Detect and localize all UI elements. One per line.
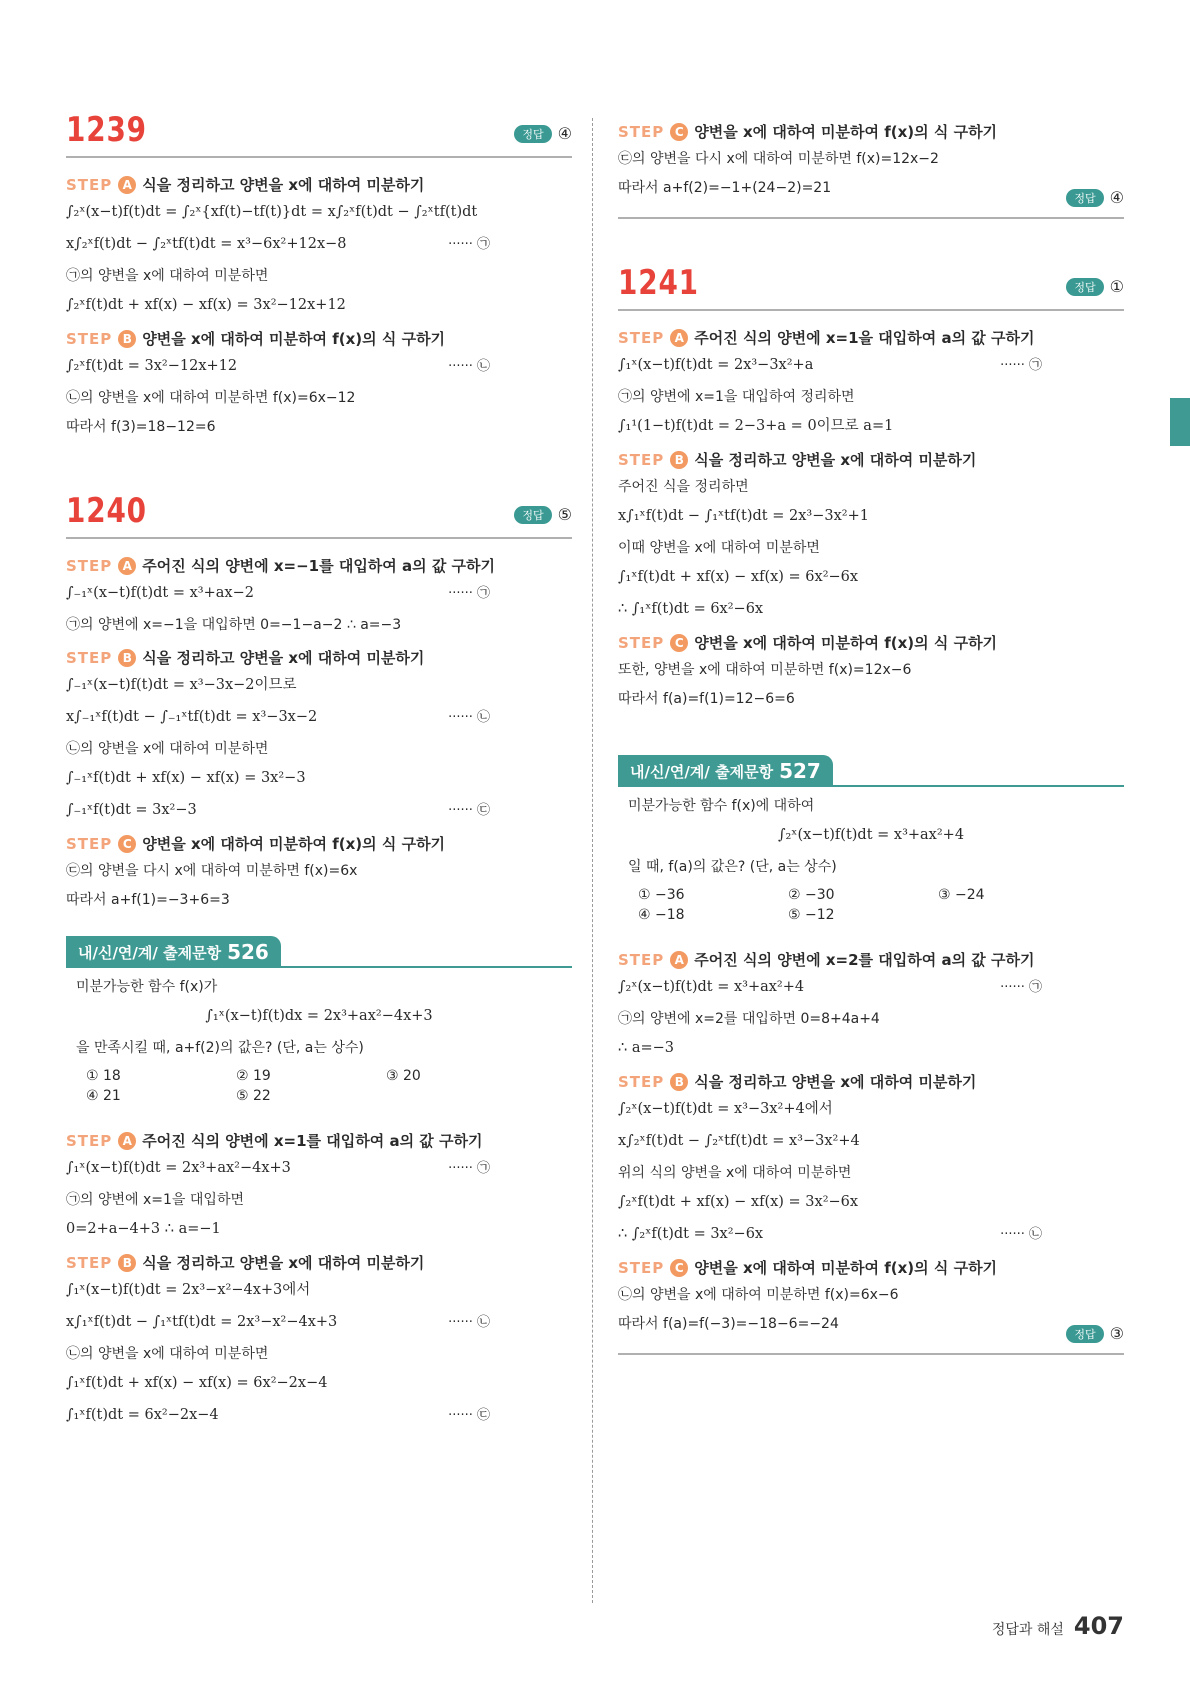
exam-rule xyxy=(833,755,1124,787)
step-a-heading xyxy=(618,327,1124,348)
problem-number: 1240 xyxy=(66,491,147,531)
equation-marker: ······ ㉠ xyxy=(1000,980,1042,995)
step-title: 양변을 x에 대하여 미분하여 f(x)의 식 구하기 xyxy=(694,1259,998,1277)
question-text: 미분가능한 함수 f(x)에 대하여 xyxy=(628,798,815,814)
choice-item: ⑤ −12 xyxy=(788,907,835,923)
step-title: 식을 정리하고 양변을 x에 대하여 미분하기 xyxy=(694,451,977,469)
equation-marker: ······ ㉡ xyxy=(1000,1227,1042,1242)
equation-line: ∫₂ˣ(x−t)f(t)dt = x³−3x²+4에서 xyxy=(618,1101,833,1117)
equation-line: ∫₂ˣf(t)dt + xf(x) − xf(x) = 3x²−6x xyxy=(618,1194,859,1210)
step-title: 주어진 식의 양변에 x=−1를 대입하여 a의 값 구하기 xyxy=(142,557,496,575)
step-c-heading xyxy=(618,1257,1124,1278)
choice-list xyxy=(86,1068,562,1104)
equation-line xyxy=(66,801,572,820)
explanation-line: ㉡의 양변을 x에 대하여 미분하면 f(x)=6x−12 xyxy=(66,390,356,406)
explanation-line: ㉠의 양변에 x=1을 대입하여 정리하면 xyxy=(618,389,855,405)
step-a-heading xyxy=(66,555,572,576)
exam-header xyxy=(618,755,1124,787)
equation-text: ∫₁ˣ(x−t)f(t)dt = 2x³+ax²−4x+3 xyxy=(66,1160,291,1176)
exam-question-526 xyxy=(66,936,572,1118)
equation-line: ∫₂ˣf(t)dt + xf(x) − xf(x) = 3x²−12x+12 xyxy=(66,297,346,313)
equation-marker: ······ ㉡ xyxy=(448,359,490,374)
step-word: STEP xyxy=(66,1253,113,1272)
choice-item: ④ 21 xyxy=(86,1088,121,1104)
equation-text: ∫₁ˣ(x−t)f(t)dt = 2x³−3x²+a xyxy=(618,357,814,373)
answer-badge: 정답 xyxy=(1066,278,1103,296)
choice-item: ① 18 xyxy=(86,1068,121,1084)
right-column xyxy=(618,115,1124,1355)
choice-item: ② 19 xyxy=(236,1068,271,1084)
step-letter-c-icon: C xyxy=(118,835,136,853)
equation-marker: ······ ㉠ xyxy=(448,586,490,601)
question-text: 미분가능한 함수 f(x)가 xyxy=(76,979,218,995)
question-text: 일 때, f(a)의 값은? (단, a는 상수) xyxy=(628,859,837,875)
answer-badge: 정답 xyxy=(1066,1325,1103,1343)
page-number: 407 xyxy=(1073,1612,1124,1640)
step-title: 양변을 x에 대하여 미분하여 f(x)의 식 구하기 xyxy=(694,123,998,141)
exam-number: 527 xyxy=(779,759,821,783)
step-title: 식을 정리하고 양변을 x에 대하여 미분하기 xyxy=(142,1254,425,1272)
exam-rule xyxy=(281,936,572,968)
step-word: STEP xyxy=(618,328,665,347)
answer-value: ① xyxy=(1109,277,1124,296)
exam-badge-label: 내/신/연/계/ 출제문항 xyxy=(630,762,774,781)
equation-marker: ······ ㉠ xyxy=(448,237,490,252)
explanation-line: ㉡의 양변을 x에 대하여 미분하면 xyxy=(66,741,269,757)
equation-line xyxy=(66,584,572,603)
equation-text: x∫₋₁ˣf(t)dt − ∫₋₁ˣtf(t)dt = x³−3x−2 xyxy=(66,709,318,725)
step-word: STEP xyxy=(66,556,113,575)
question-text: 을 만족시킬 때, a+f(2)의 값은? (단, a는 상수) xyxy=(76,1040,364,1056)
answer-badge: 정답 xyxy=(514,125,551,143)
footer-label: 정답과 해설 xyxy=(991,1622,1064,1638)
step-b-heading xyxy=(66,328,572,349)
equation-marker: ······ ㉢ xyxy=(448,1408,490,1423)
step-letter-b-icon: B xyxy=(118,330,136,348)
equation-line xyxy=(66,1313,572,1332)
answer-badge: 정답 xyxy=(514,506,551,524)
choice-item: ⑤ 22 xyxy=(236,1088,271,1104)
left-column xyxy=(66,110,572,1438)
exam-badge-label: 내/신/연/계/ 출제문항 xyxy=(78,943,222,962)
step-word: STEP xyxy=(66,1131,113,1150)
step-word: STEP xyxy=(66,329,113,348)
equation-text: ∫₂ˣf(t)dt = 3x²−12x+12 xyxy=(66,358,238,374)
step-word: STEP xyxy=(618,450,665,469)
step-c-heading xyxy=(66,833,572,854)
equation-line xyxy=(618,356,1124,375)
exam-badge xyxy=(66,936,281,968)
equation-text: ∴ ∫₂ˣf(t)dt = 3x²−6x xyxy=(618,1226,764,1242)
step-title: 식을 정리하고 양변을 x에 대하여 미분하기 xyxy=(142,176,425,194)
explanation-line: ㉡의 양변을 x에 대하여 미분하면 f(x)=6x−6 xyxy=(618,1287,899,1303)
step-letter-c-icon: C xyxy=(670,634,688,652)
answer-mark xyxy=(514,505,572,524)
step-letter-b-icon: B xyxy=(670,1073,688,1091)
choice-list xyxy=(638,887,1114,923)
step-title: 양변을 x에 대하여 미분하여 f(x)의 식 구하기 xyxy=(142,835,446,853)
equation-line xyxy=(618,978,1124,997)
step-word: STEP xyxy=(66,834,113,853)
equation-line: 0=2+a−4+3 ∴ a=−1 xyxy=(66,1221,221,1237)
explanation-line: ㉠의 양변에 x=1을 대입하면 xyxy=(66,1192,244,1208)
step-word: STEP xyxy=(66,175,113,194)
explanation-line: 이때 양변을 x에 대하여 미분하면 xyxy=(618,540,820,556)
equation-text: ∫₁ˣf(t)dt = 6x²−2x−4 xyxy=(66,1407,219,1423)
exam-question-527 xyxy=(618,755,1124,937)
step-title: 식을 정리하고 양변을 x에 대하여 미분하기 xyxy=(142,649,425,667)
step-c-heading xyxy=(618,121,1124,142)
step-word: STEP xyxy=(618,1072,665,1091)
explanation-line: 위의 식의 양변을 x에 대하여 미분하면 xyxy=(618,1165,852,1181)
equation-marker: ······ ㉠ xyxy=(1000,358,1042,373)
explanation-line: 따라서 f(a)=f(1)=12−6=6 xyxy=(618,691,795,707)
explanation-line: ㉠의 양변을 x에 대하여 미분하면 xyxy=(66,268,269,284)
answer-mark xyxy=(1066,277,1124,296)
explanation-line: 따라서 f(a)=f(−3)=−18−6=−24 xyxy=(618,1316,839,1332)
chapter-edge-tab xyxy=(1170,398,1190,446)
step-letter-b-icon: B xyxy=(118,1254,136,1272)
equation-line: ∫₁¹(1−t)f(t)dt = 2−3+a = 0이므로 a=1 xyxy=(618,418,894,434)
equation-line: ∫₁ˣf(t)dt + xf(x) − xf(x) = 6x²−6x xyxy=(618,569,859,585)
exam-body xyxy=(66,968,572,1118)
section-rule xyxy=(618,1353,1124,1355)
problem-number: 1241 xyxy=(618,263,699,303)
choice-item: ③ 20 xyxy=(386,1068,421,1084)
step-b-heading xyxy=(618,1071,1124,1092)
equation-text: x∫₂ˣf(t)dt − ∫₂ˣtf(t)dt = x³−6x²+12x−8 xyxy=(66,236,347,252)
equation-text: x∫₁ˣf(t)dt − ∫₁ˣtf(t)dt = 2x³−x²−4x+3 xyxy=(66,1314,338,1330)
step-a-heading xyxy=(66,174,572,195)
answer-value: ③ xyxy=(1109,1324,1124,1343)
explanation-line: ㉠의 양변에 x=−1을 대입하면 0=−1−a−2 ∴ a=−3 xyxy=(66,617,402,633)
equation-line xyxy=(66,1406,572,1425)
answer-value: ④ xyxy=(1109,188,1124,207)
equation-line xyxy=(66,1159,572,1178)
equation-line: ∫₁ˣf(t)dt + xf(x) − xf(x) = 6x²−2x−4 xyxy=(66,1375,328,1391)
choice-item: ① −36 xyxy=(638,887,685,903)
answer-value: ④ xyxy=(557,124,572,143)
equation-line xyxy=(66,235,572,254)
exam-body xyxy=(618,787,1124,937)
explanation-line: 따라서 a+f(2)=−1+(24−2)=21 xyxy=(618,180,832,196)
step-letter-b-icon: B xyxy=(118,649,136,667)
equation-marker: ······ ㉢ xyxy=(448,803,490,818)
step-c-heading xyxy=(618,632,1124,653)
step-b-heading xyxy=(66,647,572,668)
step-letter-b-icon: B xyxy=(670,451,688,469)
equation-line: x∫₂ˣf(t)dt − ∫₂ˣtf(t)dt = x³−3x²+4 xyxy=(618,1133,860,1149)
answer-badge: 정답 xyxy=(1066,189,1103,207)
equation-line: x∫₁ˣf(t)dt − ∫₁ˣtf(t)dt = 2x³−3x²+1 xyxy=(618,508,869,524)
step-a-heading xyxy=(618,949,1124,970)
step-title: 양변을 x에 대하여 미분하여 f(x)의 식 구하기 xyxy=(694,634,998,652)
column-divider xyxy=(592,118,593,1603)
step-word: STEP xyxy=(618,950,665,969)
equation-marker: ······ ㉠ xyxy=(448,1161,490,1176)
choice-item: ② −30 xyxy=(788,887,835,903)
step-letter-a-icon: A xyxy=(118,557,136,575)
step-title: 주어진 식의 양변에 x=1을 대입하여 a의 값 구하기 xyxy=(694,329,1035,347)
equation-line xyxy=(66,357,572,376)
exam-badge xyxy=(618,755,833,787)
step-word: STEP xyxy=(66,648,113,667)
step-title: 양변을 x에 대하여 미분하여 f(x)의 식 구하기 xyxy=(142,330,446,348)
problem-1241-header xyxy=(618,263,1124,311)
step-a-heading xyxy=(66,1130,572,1151)
equation-line: ∴ a=−3 xyxy=(618,1040,675,1056)
step-letter-a-icon: A xyxy=(118,1132,136,1150)
step-b-heading xyxy=(66,1252,572,1273)
problem-1240-header xyxy=(66,491,572,539)
problem-number: 1239 xyxy=(66,110,147,150)
step-title: 주어진 식의 양변에 x=1를 대입하여 a의 값 구하기 xyxy=(142,1132,483,1150)
exam-header xyxy=(66,936,572,968)
choice-item: ③ −24 xyxy=(938,887,985,903)
step-word: STEP xyxy=(618,122,665,141)
equation-text: ∫₂ˣ(x−t)f(t)dt = x³+ax²+4 xyxy=(618,979,805,995)
explanation-line: 따라서 f(3)=18−12=6 xyxy=(66,419,216,435)
explanation-line: 주어진 식을 정리하면 xyxy=(618,479,749,495)
equation-line: ∴ ∫₁ˣf(t)dt = 6x²−6x xyxy=(618,601,764,617)
equation-marker: ······ ㉡ xyxy=(448,710,490,725)
step-word: STEP xyxy=(618,633,665,652)
step-letter-c-icon: C xyxy=(670,1259,688,1277)
answer-value: ⑤ xyxy=(557,505,572,524)
step-word: STEP xyxy=(618,1258,665,1277)
equation-line: ∫₋₁ˣf(t)dt + xf(x) − xf(x) = 3x²−3 xyxy=(66,770,306,786)
exam-number: 526 xyxy=(227,940,269,964)
equation-line: ∫₂ˣ(x−t)f(t)dt = ∫₂ˣ{xf(t)−tf(t)}dt = x∫₂ˣf(t)dt − ∫₂ˣtf(t)dt xyxy=(66,204,478,220)
step-letter-a-icon: A xyxy=(670,329,688,347)
equation-line: ∫₁ˣ(x−t)f(t)dt = 2x³−x²−4x+3에서 xyxy=(66,1282,311,1298)
problem-1239-header xyxy=(66,110,572,158)
equation-text: ∫₋₁ˣ(x−t)f(t)dt = x³+ax−2 xyxy=(66,585,254,601)
step-letter-c-icon: C xyxy=(670,123,688,141)
equation-line: ∫₋₁ˣ(x−t)f(t)dt = x³−3x−2이므로 xyxy=(66,677,297,693)
explanation-line: ㉠의 양변에 x=2를 대입하면 0=8+4a+4 xyxy=(618,1011,880,1027)
equation-line xyxy=(66,708,572,727)
question-equation: ∫₁ˣ(x−t)f(t)dx = 2x³+ax²−4x+3 xyxy=(205,1008,433,1024)
explanation-line: 또한, 양변을 x에 대하여 미분하면 f(x)=12x−6 xyxy=(618,662,912,678)
explanation-line: ㉡의 양변을 x에 대하여 미분하면 xyxy=(66,1346,269,1362)
step-title: 주어진 식의 양변에 x=2를 대입하여 a의 값 구하기 xyxy=(694,951,1035,969)
question-equation: ∫₂ˣ(x−t)f(t)dt = x³+ax²+4 xyxy=(777,827,965,843)
equation-text: ∫₋₁ˣf(t)dt = 3x²−3 xyxy=(66,802,197,818)
choice-item: ④ −18 xyxy=(638,907,685,923)
page-footer xyxy=(992,1612,1124,1640)
explanation-line: ㉢의 양변을 다시 x에 대하여 미분하면 f(x)=12x−2 xyxy=(618,151,939,167)
step-title: 식을 정리하고 양변을 x에 대하여 미분하기 xyxy=(694,1073,977,1091)
explanation-line: 따라서 a+f(1)=−3+6=3 xyxy=(66,892,230,908)
answer-mark xyxy=(514,124,572,143)
step-letter-a-icon: A xyxy=(118,176,136,194)
equation-line xyxy=(618,1225,1124,1244)
step-b-heading xyxy=(618,449,1124,470)
step-letter-a-icon: A xyxy=(670,951,688,969)
equation-marker: ······ ㉡ xyxy=(448,1315,490,1330)
explanation-line: ㉢의 양변을 다시 x에 대하여 미분하면 f(x)=6x xyxy=(66,863,358,879)
